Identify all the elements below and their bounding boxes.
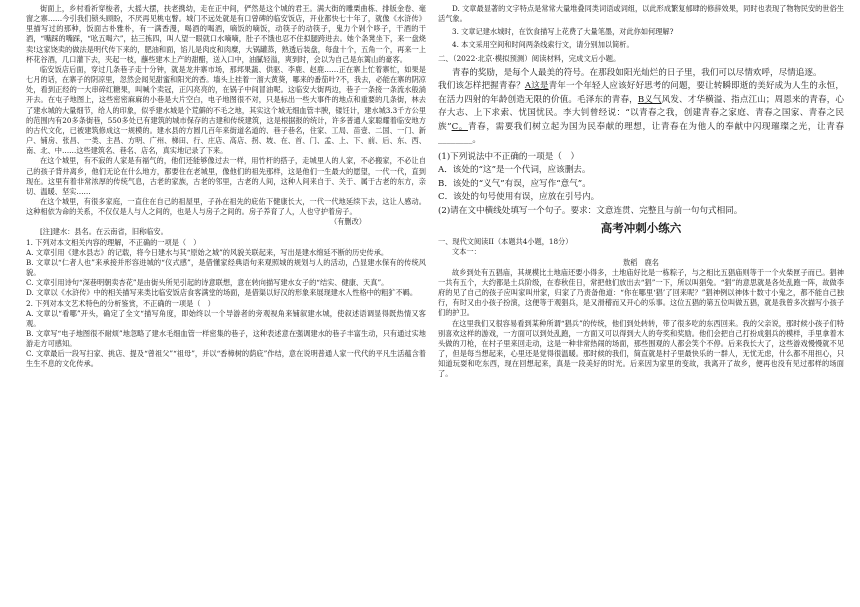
material-paragraph-2	[438, 80, 844, 148]
question-1-option-b: B. 文章以“仁者人也”来承接并形容进城的“仪式感”，是借懂家经典语句来观照城的规划与人的活动，凸显建水保有的传统风貌。	[26, 257, 426, 278]
mark-c: C。	[451, 121, 468, 132]
question-2: 2. 下列对本文艺术特色的分析鉴赏，不正确的一项是（ ）	[26, 298, 215, 308]
story-title: 敖稻 鹿名	[623, 257, 659, 267]
answer-blank: ________	[438, 135, 473, 146]
passage-paragraph-2: 临安饭店后面，穿过几条巷子走十分钟，就是龙井寨市场，那邦果蔬、供驱、李鹿、赵鹿……正在寨上忙着寨忙，如果是七月的话，在寨子的阴凉里，忽然会闻见甜蜜和阳光的香。墙头上挂着一溜大黄葵，哪来的番茄叶?不，我去，必能在寨的阴凉处，看到正经的一大串碎红糖果，叫喊个卖冠，正闪亮亮的，在锅子中间冒油呢。这临安大街两边，巷子一条接一条流水般淌开去。在屯子地图上，这些密密麻麻的小巷是大片空白，电子地图很不对，只是标出一些大事件的地点和重要的几条街，林去了建水城的大量细节，给人的印象，似乎建水城是个荒僻的不毛之地，其实这个城无细血管丰腴，镂饪计，建水城3.3千方公里的范围内有20多条街巷，550多处已有建筑的城市保存的古建和传统建筑，这是根据报的统计，许多普通人家聪耀着临安地方的古代文化，已被建筑修成这一规模的。建水县的方圆几百年来街道名道的、巷子巷名，住家、工局、苗壹、二国、一门、新户、铺房、张昌、一类、主昌、方明、广州、梯田、行、庄店、高店、拐、坡、在、首、门、孟、上、下、前、后、东、西、南、北、中……这些建筑名、巷名、店名，真实地记录了下来。	[26, 64, 426, 156]
section-2-title: 二、（2022·北京·模拟预测）阅读材料，完成文后小题。	[438, 53, 621, 63]
passage-paragraph-4: 在这个城里，有很多家庭，一直住在自己的祖屋里，子孙在祖先的庇佑下健康长大，一代一代地延续下去，这让人感动。这种相依为命的关系，不仅仅是人与人之间的，也是人与房子之间的。房子养育了人，人也守护着房子。	[26, 196, 426, 217]
passage-paragraph-1: 街面上，乡村看祈穿梭者，大摇大摆，扶老携幼，走在正中间，俨然是这个城的君王。满大街的雕栗曲栋、排版金卷、毫窗之寨……今引我们锁头顾盼，不厌再见桃屯瞥。城门不远处就是有口曾碑的临安饭店，开业都快七十年了，就像《水浒传》里描写过的那种，饭面古朴雅朴，有一满香漫，喝酒的喝酒，嘀饭的嘀饭，动筷子的动筷子，鬼力个剁个哆子，干酒的干酒，“嘴踩的嘴踩，“吆五喝六”，拈三拣四，叫人望一眼就口水嘀嘀，肚子不饿也忍不住拟腿跨进去。她个条凳坐下，来一盘烧卖!这家饶卖的做法是明代传下来的，肥油和面，馅儿是肉皮和肉糜，大锅罐蒸，熟透后装盘，每盘十个，五角一个，再来一上杯花谷酒，几口灌下去，夹起一枝，蘸些建木上产的甜醋，送入口中，油膩轻溢，爽到时，会以为自己是东篱山的豪客。	[26, 4, 426, 64]
sub-question-1-option-a: A．该处的“这”是一个代词，应该删去。	[438, 165, 591, 176]
question-1-option-c: C. 文章引用诗句“深巷明朝卖杏花”是由街头所见引起的诗意联想，意在转向描写建水女子的“结实、健康、天真”。	[26, 278, 389, 288]
source-note: （有删改）	[330, 217, 366, 227]
mark-a: A这是	[524, 81, 549, 92]
question-2-option-d: D. 文章最显著的文字特点是常常大量堆叠同类词语或词组，以此形成繁复郁肆的修辞效果，同时也表现了物物民安的世俗生活气象。	[438, 4, 844, 24]
text-label: 文本一：	[452, 247, 481, 257]
question-2-option-c: C. 文章最后一段写扫家、挑店、提及“曾祖父”“祖母”，并以“香樟树的荫庇”作结，意在说明普通人家一代代的平凡生活蕴含着生生不息的文化传承。	[26, 349, 426, 369]
section-1-title: 一、现代文阅读II（本题共4小题，18分）	[438, 237, 573, 247]
question-2-option-b: B. 文章写“电子地图很不耐烦”地忽略了建水毛细血管一样密集的巷子，这种表述意在强调建水的巷子丰富生动，只有通过实地游走方可感知。	[26, 329, 426, 349]
story-paragraph-2: 在这里我们又很容易看到某种所谓“猖兵”的传统，他们到处转转，带了很多吃的东西回来。我的父亲说，那时候小孩子们特别喜欢这样的游戏，一方面可以到处乱跑，一方面又可以得到大人的夸奖和奖励。他们会把自己打扮成猖兵的模样，手里拿着木头做的刀枪，在村子里来回走动，这是一种非常热闹的场面，那些围观的人都会笑个不停。后来我长大了，这些游戏慢慢就不见了，但是每当想起来，心里还是觉得很温暖。那时候的我们，简直就是村子里最快乐的一群人，无忧无虑，什么都不用担心，只知道玩耍和吃东西，现在回想起来，真是一段美好的时光。后来因为家里的变故，我离开了故乡，便再也没有见过那样的场面了。	[438, 318, 844, 379]
story-paragraph-1: 故乡到处有五猖庙，其规模比土地庙还要小得多，土地庙好比是一栋粽子，与之相比五猖庙则等于一个火柴匣子而已。猖神一共有五个，大约都是土兵阶级，在春秋佳日，常把他们放出去“猖”一下，所以叫猖兔。“猖”的意思就是各处乱跑一阵，故做李府的见了自己的孩子应叫家叫卅家，归家了乃责备他道：“你在哪里‘猖’了回来呢？”猖神例以神体十数寸小鬼之，都不能自己独行，有时又由小孩子扮演，这便等于观猖兵，是又滑稽而又开心的乐事。这位五猖的第五位叫做五猖，就是我曾多次描写小孩子们的护卫。	[438, 267, 844, 318]
left-column	[26, 4, 426, 370]
passage-paragraph-3: 在这个城里，有不寂的人家是有福气的，他们还能够像过去一样，用竹杆的搭子，走城里人的人家，不必搬家，不必让自己的孩子背井离乡，他们无论在什么地方，都要住在老城里，像他们的祖先那样，这是他们一生最大的愿望，一代一代，直到现在。这里有着非常浓厚的传统气息，古老的家族，古老的邻里，古老的人间，这种人间来自于、关于、属于古老的东方，亲切、温暖、坚实……	[26, 156, 426, 196]
sub-question-1-option-c: C．该处的句号使用有误，应放在引号内。	[438, 192, 600, 203]
question-1-option-d: D. 文章以《水浒传》中的相关描写来类比临安饭店食客满堂的场面，是借渠以好汉的形象来展现建水人性格中的粗犷不羁。	[26, 288, 418, 298]
sub-question-1-option-b: B．该处的“义气”有误，应写作“意气”。	[438, 178, 591, 189]
material-text: 青春，需要我们树立起为国为民奉献的理想，让青春在为他人的奉献中闪现璀璨之光，让青春	[467, 121, 844, 132]
question-3: 3. 文章记建水城时，在饮食描写上花费了大量笔墨，对此你如何理解?	[452, 27, 674, 37]
sub-question-1: (1)下列说法中不正确的一项是（ ）	[438, 151, 580, 162]
material-text: 我们该怎样把握青春？	[438, 81, 525, 92]
mark-b: B义气	[637, 94, 662, 105]
footnote: [注]建水：县名。在云南省，旧称临安。	[40, 227, 168, 237]
material-paragraph-1: 青春的奖励，是每个人最美的符号。在那段如阳光灿烂的日子里，我们可以尽情欢呼，尽情追逐。	[452, 67, 822, 78]
question-2-option-a: A. 文章以“看哪”开头，确定了全文“描写角度，即始终以一个导游者的旁观视角来铺叙建水城，使叙述语调显得既热情又客观。	[26, 308, 426, 328]
question-4: 4. 本文采用空间和时间两条线索行文，请分别加以简析。	[452, 40, 634, 50]
practice-heading: 高考冲刺小练六	[600, 221, 682, 236]
sub-question-2: (2)请在文中横线处填写一个句子。要求：文意连贯、完整且与前一句句式相同。	[438, 205, 743, 216]
material-text: 。	[472, 135, 481, 146]
material-text: 风发、才华横溢、指点江山；周恩来的青春，心存大志、上下求索、忧国忧民。李大钊曾经说：“以青春之我，创建青春之家庭、青春之国家、青春之民族”	[438, 94, 844, 132]
question-1-option-a: A. 文章引用《建水县志》的记载，将今日建水与其“原始之城”的风貌关联起来，写出是建水绵延不断的历史传承。	[26, 247, 389, 257]
question-1: 1. 下列对本文相关内容的理解，不正确的一项是（ ）	[26, 237, 201, 247]
right-column	[438, 4, 844, 379]
material-text: 青年一个年轻人应该好好思考的问题，要让转瞬即逝的美好成为人生的永恒，在活力四射的年龄创造无限的价值。毛泽东的青春，	[438, 81, 844, 105]
